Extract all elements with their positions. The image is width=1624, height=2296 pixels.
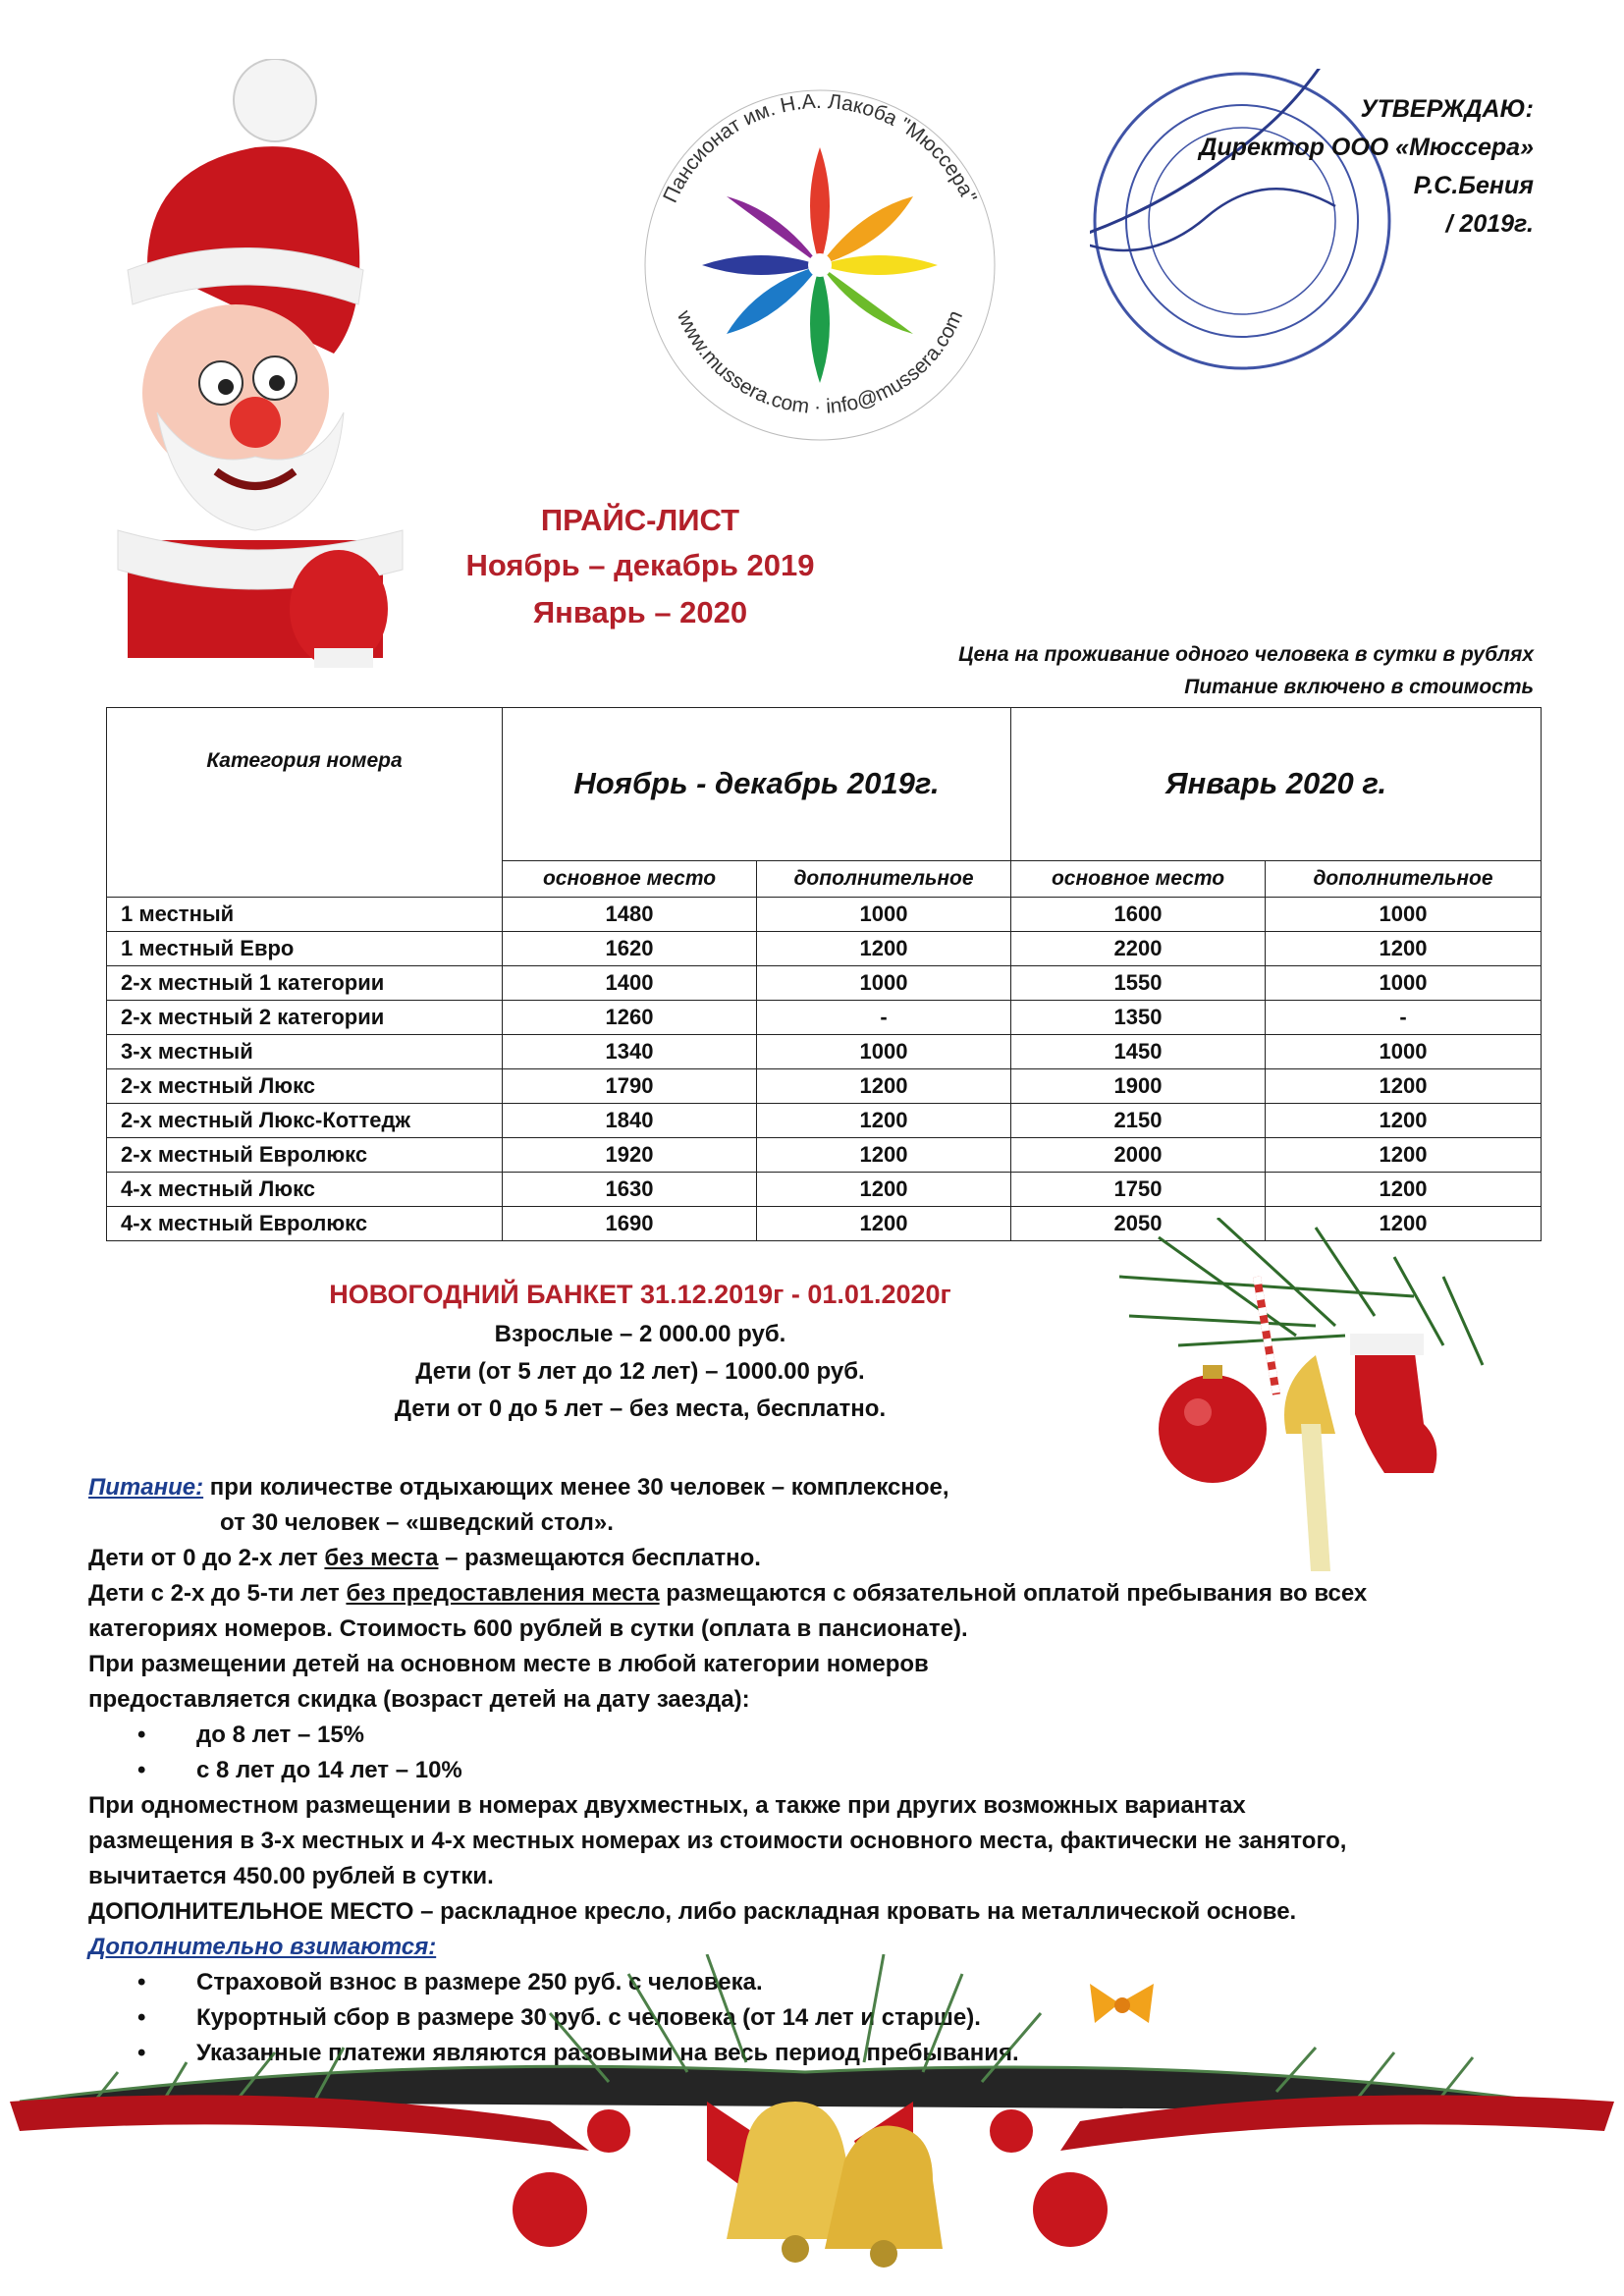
food-text2: от 30 человек – «шведский стол». bbox=[220, 1509, 614, 1536]
discount-bullet1: • до 8 лет – 15% bbox=[88, 1718, 1542, 1753]
page-title: ПРАЙС-ЛИСТ bbox=[540, 503, 740, 537]
row-category: 2-х местный 1 категории bbox=[107, 966, 503, 1001]
row-period2-extra: 1200 bbox=[1266, 932, 1542, 966]
row-period1-main: 1340 bbox=[503, 1035, 757, 1069]
approval-block bbox=[1199, 90, 1534, 244]
period2-main-header: основное место bbox=[1011, 860, 1266, 897]
price-table bbox=[106, 707, 1542, 1241]
row-period2-extra: 1200 bbox=[1266, 1173, 1542, 1207]
row-category: 2-х местный Люкс bbox=[107, 1069, 503, 1104]
row-period2-main: 2050 bbox=[1011, 1207, 1266, 1241]
row-period2-main: 1750 bbox=[1011, 1173, 1266, 1207]
approval-line3: Р.С.Бения bbox=[1413, 172, 1534, 199]
table-row bbox=[107, 1001, 1542, 1035]
row-category: 2-х местный Евролюкс bbox=[107, 1138, 503, 1173]
row-period1-extra: 1200 bbox=[757, 1104, 1011, 1138]
table-row bbox=[107, 1069, 1542, 1104]
row-period2-extra: - bbox=[1266, 1001, 1542, 1035]
food-note: Питание включено в стоимость bbox=[1184, 676, 1534, 698]
table-row bbox=[107, 898, 1542, 932]
row-period1-main: 1840 bbox=[503, 1104, 757, 1138]
row-period1-main: 1620 bbox=[503, 932, 757, 966]
kids-0-2-a: Дети от 0 до 2-х лет bbox=[88, 1545, 325, 1571]
row-period1-extra: 1000 bbox=[757, 898, 1011, 932]
additional-item3: • Указанные платежи являются разовыми на весь период пребывания. bbox=[88, 2036, 1542, 2071]
food-label: Питание: bbox=[88, 1474, 204, 1501]
single-line2: размещения в 3-х местных и 4-х местных номерах из стоимости основного места, фактически не занятого, bbox=[88, 1828, 1347, 1854]
price-note: Цена на проживание одного человека в сутки в рублях bbox=[958, 643, 1534, 666]
row-period2-extra: 1000 bbox=[1266, 898, 1542, 932]
table-row bbox=[107, 1104, 1542, 1138]
approval-line2: Директор ООО «Мюссера» bbox=[1199, 134, 1534, 161]
row-period2-extra: 1200 bbox=[1266, 1069, 1542, 1104]
row-period2-main: 1350 bbox=[1011, 1001, 1266, 1035]
row-period1-extra: - bbox=[757, 1001, 1011, 1035]
kids-0-2-line bbox=[88, 1541, 1542, 1576]
banquet-adults: Взрослые – 2 000.00 руб. bbox=[494, 1321, 786, 1347]
row-period1-main: 1260 bbox=[503, 1001, 757, 1035]
row-category: 1 местный bbox=[107, 898, 503, 932]
table-row bbox=[107, 1173, 1542, 1207]
banquet-kids: Дети (от 5 лет до 12 лет) – 1000.00 руб. bbox=[415, 1358, 865, 1385]
kids-2-5-line bbox=[88, 1576, 1542, 1612]
col-category-header: Категория номера bbox=[107, 708, 503, 898]
period1-main-header: основное место bbox=[503, 860, 757, 897]
banquet-title: НОВОГОДНИЙ БАНКЕТ 31.12.2019г - 01.01.2020г bbox=[329, 1280, 951, 1309]
row-period2-extra: 1200 bbox=[1266, 1138, 1542, 1173]
row-category: 4-х местный Евролюкс bbox=[107, 1207, 503, 1241]
row-period2-extra: 1200 bbox=[1266, 1104, 1542, 1138]
table-row bbox=[107, 932, 1542, 966]
period1-header: Ноябрь - декабрь 2019г. bbox=[503, 708, 1011, 861]
period1-extra-header: дополнительное bbox=[757, 860, 1011, 897]
kids-0-2-u: без места bbox=[324, 1545, 439, 1571]
approval-line1: УТВЕРЖДАЮ: bbox=[1360, 95, 1534, 123]
period-title-2: Январь – 2020 bbox=[532, 595, 748, 629]
table-row bbox=[107, 1035, 1542, 1069]
additional-label: Дополнительно взимаются: bbox=[88, 1934, 437, 1960]
row-category: 3-х местный bbox=[107, 1035, 503, 1069]
row-period1-main: 1690 bbox=[503, 1207, 757, 1241]
row-period2-main: 1900 bbox=[1011, 1069, 1266, 1104]
price-table-body bbox=[107, 898, 1542, 1241]
table-row bbox=[107, 1138, 1542, 1173]
kids-0-2-b: – размещаются бесплатно. bbox=[438, 1545, 761, 1571]
kids-2-5-b: размещаются с обязательной оплатой пребывания во всех bbox=[659, 1580, 1368, 1607]
row-period1-extra: 1200 bbox=[757, 1069, 1011, 1104]
row-period2-main: 2200 bbox=[1011, 932, 1266, 966]
period-title-1: Ноябрь – декабрь 2019 bbox=[465, 548, 815, 582]
single-line3: вычитается 450.00 рублей в сутки. bbox=[88, 1863, 494, 1889]
kids-2-5-c: категориях номеров. Стоимость 600 рублей в сутки (оплата в пансионате). bbox=[88, 1615, 968, 1642]
row-period1-main: 1400 bbox=[503, 966, 757, 1001]
row-period1-extra: 1000 bbox=[757, 1035, 1011, 1069]
christmas-garland-decoration bbox=[0, 1954, 1624, 2296]
food-line bbox=[88, 1470, 1542, 1505]
row-category: 2-х местный Люкс-Коттедж bbox=[107, 1104, 503, 1138]
row-period1-main: 1630 bbox=[503, 1173, 757, 1207]
row-period2-extra: 1000 bbox=[1266, 1035, 1542, 1069]
row-period2-extra: 1000 bbox=[1266, 966, 1542, 1001]
row-period2-main: 1550 bbox=[1011, 966, 1266, 1001]
additional-item1: • Страховой взнос в размере 250 руб. с человека. bbox=[88, 1965, 1542, 2000]
row-period2-main: 2000 bbox=[1011, 1138, 1266, 1173]
discount-line2: предоставляется скидка (возраст детей на дату заезда): bbox=[88, 1686, 750, 1713]
logo-ring-top: Пансионат им. Н.А. Лакоба "Мюссера" bbox=[659, 89, 981, 207]
period2-extra-header: дополнительное bbox=[1266, 860, 1542, 897]
row-period1-main: 1790 bbox=[503, 1069, 757, 1104]
logo-ring-bottom: www.mussera.com · info@mussera.com bbox=[672, 306, 968, 418]
period2-header: Январь 2020 г. bbox=[1011, 708, 1542, 861]
row-category: 2-х местный 2 категории bbox=[107, 1001, 503, 1035]
row-period2-main: 1600 bbox=[1011, 898, 1266, 932]
approval-line4: / 2019г. bbox=[1445, 210, 1534, 238]
table-row bbox=[107, 966, 1542, 1001]
row-period2-extra: 1200 bbox=[1266, 1207, 1542, 1241]
banquet-small-kids: Дети от 0 до 5 лет – без места, бесплатно. bbox=[394, 1395, 887, 1422]
mussera-logo bbox=[628, 83, 1011, 457]
row-period1-extra: 1000 bbox=[757, 966, 1011, 1001]
food-text1: при количестве отдыхающих менее 30 человек – комплексное, bbox=[203, 1474, 949, 1501]
row-period2-main: 2150 bbox=[1011, 1104, 1266, 1138]
row-period1-extra: 1200 bbox=[757, 1173, 1011, 1207]
row-period1-main: 1480 bbox=[503, 898, 757, 932]
extra-bed-line: ДОПОЛНИТЕЛЬНОЕ МЕСТО – раскладное кресло, либо раскладная кровать на металлической основе. bbox=[88, 1898, 1297, 1925]
row-period1-main: 1920 bbox=[503, 1138, 757, 1173]
additional-item2: • Курортный сбор в размере 30 руб. с человека (от 14 лет и старше). bbox=[88, 2000, 1542, 2036]
row-category: 1 местный Евро bbox=[107, 932, 503, 966]
discount-line1: При размещении детей на основном месте в любой категории номеров bbox=[88, 1651, 929, 1677]
row-period1-extra: 1200 bbox=[757, 932, 1011, 966]
single-line1: При одноместном размещении в номерах двухместных, а также при других возможных вариантах bbox=[88, 1792, 1246, 1819]
kids-2-5-a: Дети с 2-х до 5-ти лет bbox=[88, 1580, 347, 1607]
discount-bullet2: • с 8 лет до 14 лет – 10% bbox=[88, 1753, 1542, 1788]
kids-2-5-u: без предоставления места bbox=[346, 1580, 660, 1607]
row-period1-extra: 1200 bbox=[757, 1138, 1011, 1173]
row-period2-main: 1450 bbox=[1011, 1035, 1266, 1069]
row-category: 4-х местный Люкс bbox=[107, 1173, 503, 1207]
row-period1-extra: 1200 bbox=[757, 1207, 1011, 1241]
